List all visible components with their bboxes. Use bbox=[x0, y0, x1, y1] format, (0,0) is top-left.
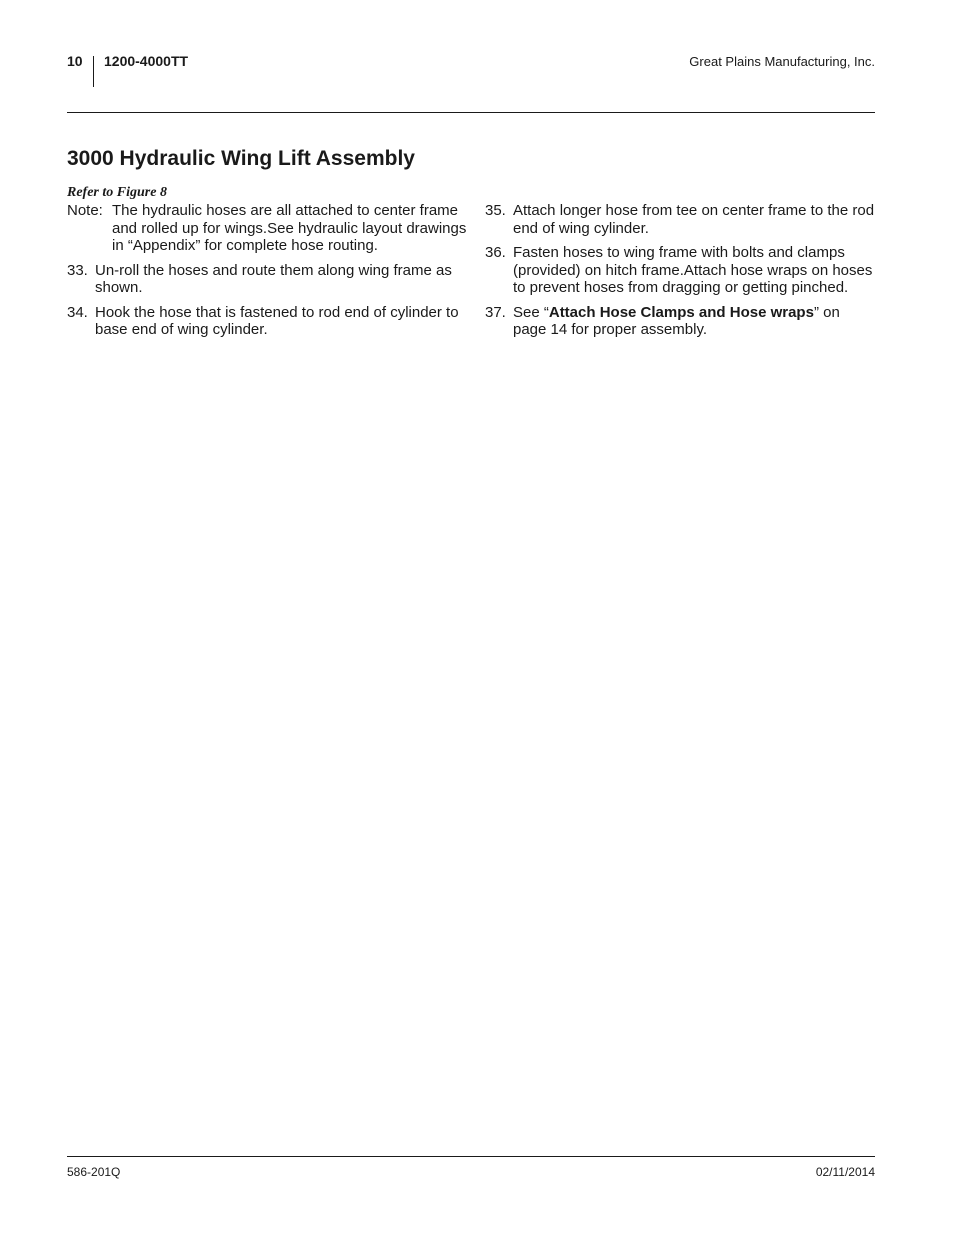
step-number: 34. bbox=[67, 303, 88, 321]
note-label: Note: bbox=[67, 202, 103, 219]
step-number: 33. bbox=[67, 261, 88, 279]
step-number: 37. bbox=[485, 303, 506, 321]
left-column bbox=[67, 184, 467, 339]
step-text-after: ” on page 14 for proper assembly. bbox=[513, 303, 840, 338]
step-number: 36. bbox=[485, 244, 506, 261]
footer-date: 02/11/2014 bbox=[815, 1165, 875, 1179]
header-divider bbox=[93, 56, 94, 87]
step-35 bbox=[485, 202, 877, 237]
footer-rule bbox=[67, 1156, 875, 1157]
step-text bbox=[513, 304, 877, 339]
footer-part-number: 586-201Q bbox=[67, 1165, 121, 1179]
step-number: 35. bbox=[485, 202, 506, 219]
step-33 bbox=[67, 262, 467, 297]
step-text-before: See “ bbox=[513, 303, 549, 321]
section-title: 3000 Hydraulic Wing Lift Assembly bbox=[67, 147, 415, 170]
step-36 bbox=[485, 244, 877, 297]
document-code: 1200-4000TT bbox=[104, 53, 189, 69]
figure-reference: Refer to Figure 8 bbox=[67, 185, 167, 200]
right-column bbox=[485, 202, 877, 339]
step-text: Fasten hoses to wing frame with bolts and clamps (provided) on hitch frame.Attach hose wraps on hoses to prevent hoses from dragging or getting pinched. bbox=[513, 244, 873, 296]
step-text: Attach longer hose from tee on center frame to the rod end of wing cylinder. bbox=[513, 202, 875, 237]
cross-reference-link[interactable]: Attach Hose Clamps and Hose wraps bbox=[548, 303, 814, 321]
note bbox=[67, 202, 467, 255]
step-37 bbox=[485, 304, 877, 339]
note-text: The hydraulic hoses are all attached to center frame and rolled up for wings.See hydraulic layout drawings in “Appendix” for complete hose routing. bbox=[112, 202, 467, 254]
company-name: Great Plains Manufacturing, Inc. bbox=[689, 54, 875, 69]
page-number: 10 bbox=[67, 53, 83, 69]
header-rule bbox=[67, 112, 875, 113]
step-text: Hook the hose that is fastened to rod end of cylinder to base end of wing cylinder. bbox=[95, 303, 459, 338]
step-34 bbox=[67, 304, 467, 339]
step-text: Un-roll the hoses and route them along wing frame as shown. bbox=[95, 261, 452, 296]
